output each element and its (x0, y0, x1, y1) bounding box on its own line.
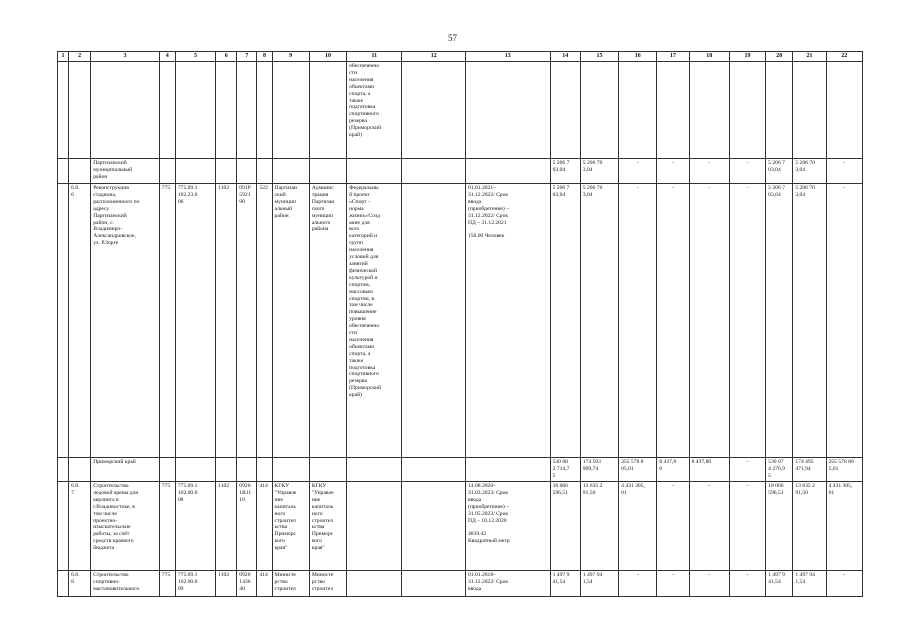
item-number: 6.8. 7 (69, 482, 91, 571)
header-row (58, 52, 863, 62)
dates-cell: 14.08.2020– 31.03.2023/ Срок ввода (приобретение) – 31.05.2023/ Срок ПД – 10.12.2020 4839.42 Квадратный метр (465, 482, 550, 571)
amount-cell: 5 206 70 3,04 (793, 184, 826, 458)
object-name: Реконструкция стадиона, расположенного по адресу Партизанский район, с. Владимиро- Александровское, ул. Р.Зорге (91, 184, 160, 458)
code-cell: 091P 5921 90 (237, 184, 257, 458)
amount-cell: - (689, 482, 729, 571)
amount-cell: - (657, 159, 689, 184)
code-cell: 1102 (216, 184, 237, 458)
amount-cell: 4 431 305, 01 (826, 482, 862, 571)
dates-cell: 01.01.2021– 31.12.2022/ Срок ввода (приобретение) – 31.12.2022/ Срок ПД – 31.12.2021 150.00 Человек (465, 184, 550, 458)
amount-cell: 530 07 4 276,9 5 (766, 458, 793, 482)
amount-cell: 13 635 2 91,50 (580, 482, 618, 571)
table-row (58, 482, 863, 571)
region-label: Приморский край (91, 458, 160, 482)
amount-cell: 5 206 70 3,04 (580, 159, 618, 184)
executor-cell: Министе рство строител (309, 571, 346, 597)
code-cell: 1102 (216, 571, 237, 597)
column-number: 5 (175, 52, 215, 62)
amount-cell: 18 066 596,51 (550, 482, 580, 571)
object-name: Строительство спортивно- мастановительного (91, 571, 160, 597)
column-number: 2 (69, 52, 91, 62)
column-number: 13 (465, 52, 550, 62)
column-number: 20 (766, 52, 793, 62)
amount-cell: 5 206 70 3,04 (580, 184, 618, 458)
amount-cell: - (619, 159, 657, 184)
amount-cell: 5 206 7 03,04 (766, 184, 793, 458)
amount-cell: - (689, 159, 729, 184)
object-name: Строительство ледовой арены для керлинга в г.Владивостоке, в том числе проектно- изыскательские работы, за счёт средств краевого бюджета (91, 482, 160, 571)
column-number: 9 (272, 52, 309, 62)
amount-cell: - (729, 571, 765, 597)
code-cell: 0920 1R11 10 (237, 482, 257, 571)
amount-cell: 8 437,80 (689, 458, 729, 482)
code-cell: 522 (257, 184, 272, 458)
amount-cell: - (657, 184, 689, 458)
column-number: 11 (347, 52, 402, 62)
column-number: 6 (216, 52, 237, 62)
amount-cell: 355 578 80 5,01 (826, 458, 862, 482)
project-cell (347, 482, 402, 571)
amount-cell: 530 08 2 714,7 5 (550, 458, 580, 482)
project-cell: обеспеченно сти населения объектами спорта, а также подготовка спортивного резерва (Приморский край) (347, 62, 402, 159)
customer-cell: КГКУ "Управле ние капиталь ного строител ьства Приморс кого края" (272, 482, 309, 571)
amount-cell: 174 495 471,94 (793, 458, 826, 482)
column-number: 12 (402, 52, 465, 62)
table-row (58, 159, 863, 184)
customer-cell: Партизан ский муницип альный район (272, 184, 309, 458)
column-number: 22 (826, 52, 862, 62)
amount-cell: 8 437,8 0 (657, 458, 689, 482)
amount-cell: 1 497 94 1,54 (580, 571, 618, 597)
page-number: 57 (448, 33, 457, 43)
amount-cell: - (729, 458, 765, 482)
amount-cell: - (619, 571, 657, 597)
column-number: 10 (309, 52, 346, 62)
amount-cell: 174 503 909,74 (580, 458, 618, 482)
column-number: 7 (237, 52, 257, 62)
amount-cell: - (729, 184, 765, 458)
amount-cell: - (826, 159, 862, 184)
amount-cell: - (657, 571, 689, 597)
table-row (58, 62, 863, 159)
item-number: 6.8. 8 (69, 571, 91, 597)
amount-cell: 5 206 7 03,04 (550, 184, 580, 458)
amount-cell: - (689, 571, 729, 597)
amount-cell: 5 206 7 03,04 (550, 159, 580, 184)
column-number: 15 (580, 52, 618, 62)
executor-cell: Админис трация Партизан ского муницип ального района (309, 184, 346, 458)
table-row (58, 184, 863, 458)
column-number: 4 (159, 52, 175, 62)
code-cell: 0920 1436 40 (237, 571, 257, 597)
amount-cell: 5 206 7 03,04 (766, 159, 793, 184)
amount-cell: - (619, 184, 657, 458)
amount-cell: - (826, 184, 862, 458)
amount-cell: 13 635 2 91,50 (793, 482, 826, 571)
column-number: 17 (657, 52, 689, 62)
amount-cell: - (729, 482, 765, 571)
amount-cell: 4 431 305, 01 (619, 482, 657, 571)
amount-cell: 1 497 9 41,54 (766, 571, 793, 597)
code-cell: 775 (159, 482, 175, 571)
customer-cell: Министе рство строител (272, 571, 309, 597)
column-number: 3 (91, 52, 160, 62)
executor-cell: КГКУ "Управле ние капиталь ного строител ьства Приморс кого края" (309, 482, 346, 571)
code-cell: 775.09.1 102.00.0 08 (175, 482, 215, 571)
district-label: Партизанский муниципальный район (91, 159, 160, 184)
code-cell: 414 (257, 571, 272, 597)
amount-cell: 355 578 8 05,01 (619, 458, 657, 482)
table-row (58, 458, 863, 482)
code-cell: 775 (159, 184, 175, 458)
amount-cell: 18 066 596,51 (766, 482, 793, 571)
amount-cell: 1 497 9 41,54 (550, 571, 580, 597)
column-number: 16 (619, 52, 657, 62)
project-cell: Федеральны й проект «Спорт - норма жизни»/Созд ание для всех категорий и групп населения условий для занятий физической культурой и спортом, массовым спортом, в том числе повышение уровня обеспеченно сти населения объектами спорта, а также подготовка спортивного резерва (Приморский край) (347, 184, 402, 458)
amount-cell: 1 497 94 1,54 (793, 571, 826, 597)
amount-cell: - (657, 482, 689, 571)
code-cell: 775.09.1 102.00.0 09 (175, 571, 215, 597)
code-cell: 1102 (216, 482, 237, 571)
code-cell: 414 (257, 482, 272, 571)
column-number: 19 (729, 52, 765, 62)
column-number: 21 (793, 52, 826, 62)
amount-cell: 5 206 70 3,04 (793, 159, 826, 184)
code-cell: 775.09.1 102.23.0 06 (175, 184, 215, 458)
column-number: 14 (550, 52, 580, 62)
amount-cell: - (689, 184, 729, 458)
table-row (58, 571, 863, 597)
dates-cell: 01.01.2018– 31.12.2022/ Срок ввода (465, 571, 550, 597)
item-number: 6.8. 6 (69, 184, 91, 458)
column-number: 1 (58, 52, 69, 62)
amount-cell: - (729, 159, 765, 184)
code-cell: 775 (159, 571, 175, 597)
column-number: 8 (257, 52, 272, 62)
budget-table (57, 51, 863, 597)
column-number: 18 (689, 52, 729, 62)
amount-cell: - (826, 571, 862, 597)
